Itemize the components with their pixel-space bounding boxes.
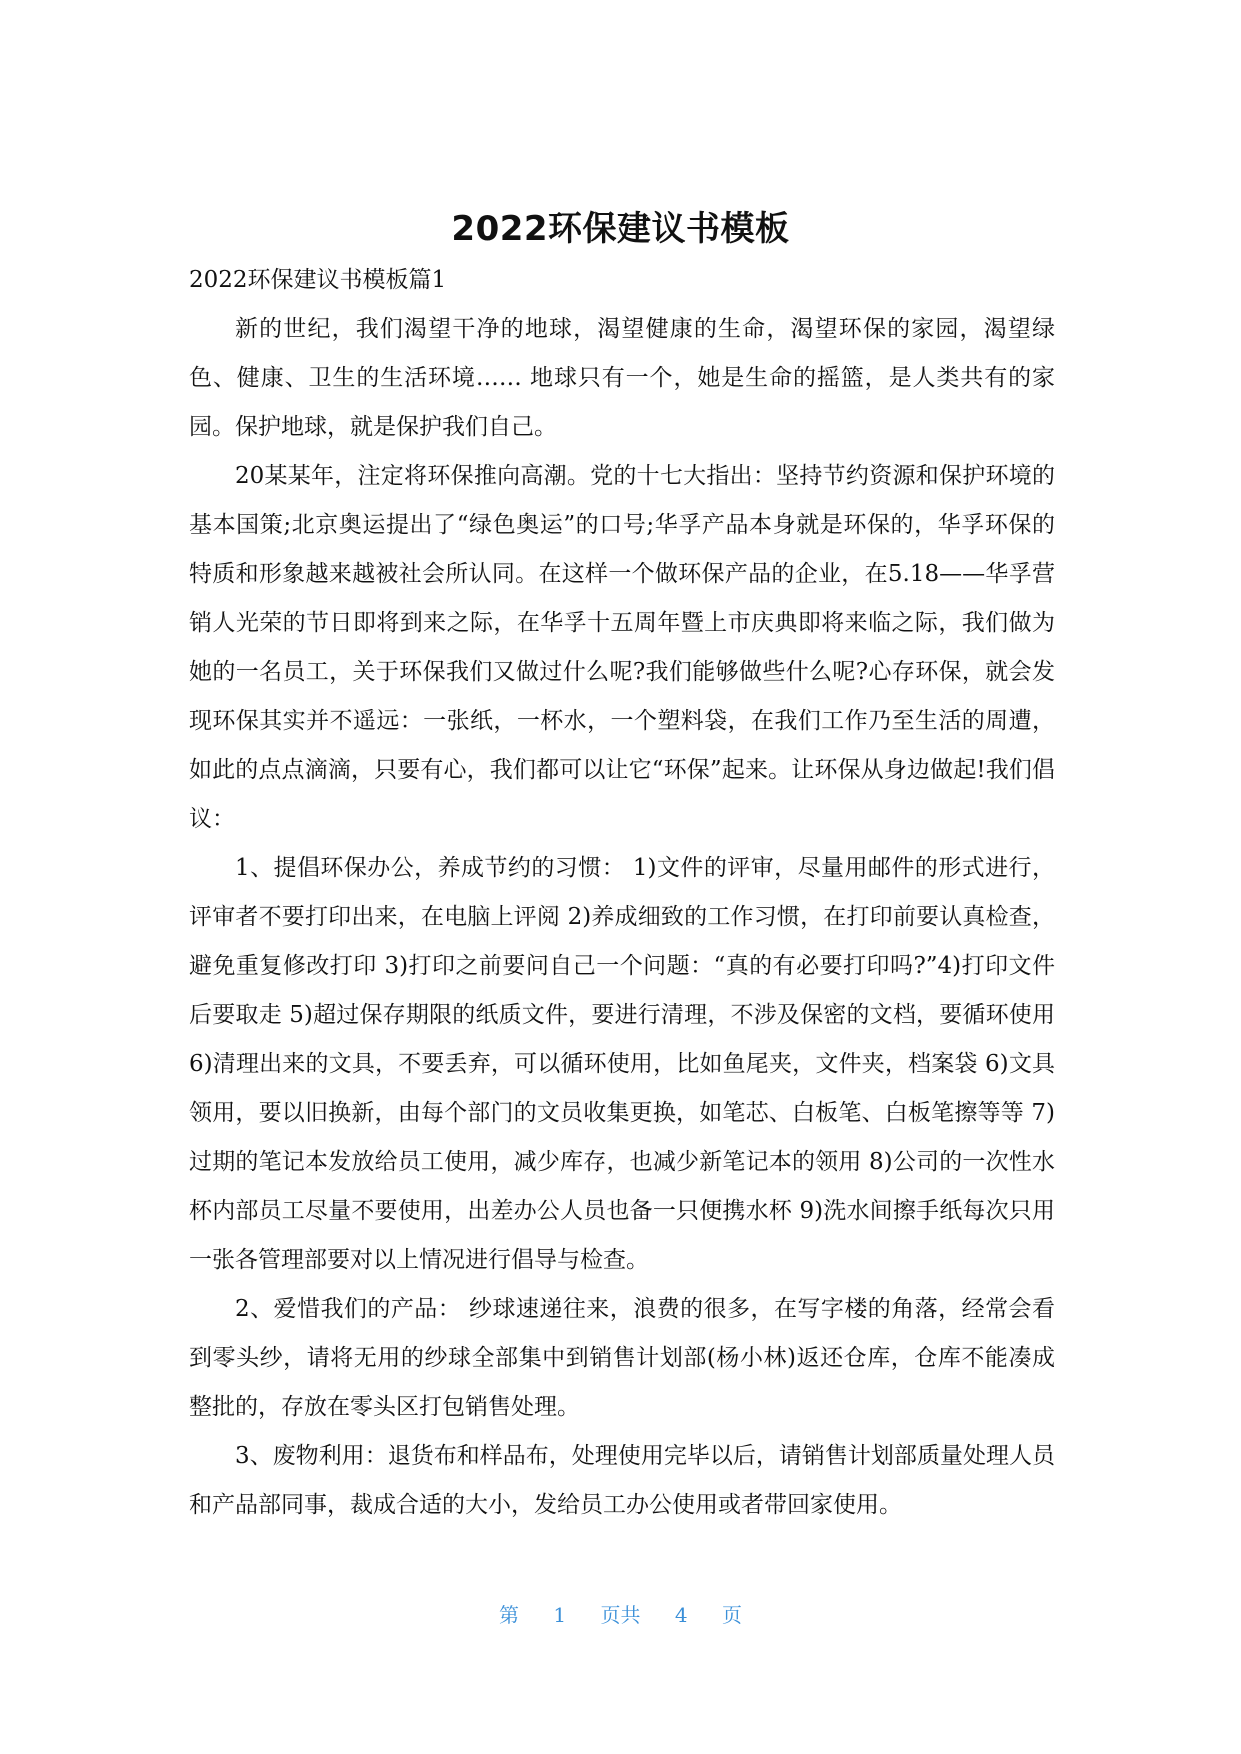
paragraph-proposal-3: 3、废物利用：退货布和样品布，处理使用完毕以后，请销售计划部质量处理人员和产品部同事，裁成合适的大小，发给员工办公使用或者带回家使用。 bbox=[189, 1443, 1055, 1518]
footer-middle: 页共 bbox=[600, 1603, 641, 1627]
document-body bbox=[189, 256, 1055, 1530]
footer-suffix: 页 bbox=[721, 1603, 742, 1627]
paragraph-proposal-1: 1、提倡环保办公，养成节约的习惯： 1)文件的评审，尽量用邮件的形式进行，评审者不要打印出来，在电脑上评阅 2)养成细致的工作习惯，在打印前要认真检查，避免重复修改打印 3)打印之前要问自己一个问题：“真的有必要打印吗?”4)打印文件后要取走 5)超过保存期限的纸质文件，要进行清理，不涉及保密的文档，要循环使用 6)清理出来的文具，不要丢弃，可以循环使用，比如鱼尾夹，文件夹，档案袋 6)文具领用，要以旧换新，由每个部门的文员收集更换，如笔芯、白板笔、白板笔擦等等 7)过期的笔记本发放给员工使用，减少库存，也减少新笔记本的领用 8)公司的一次性水杯内部员工尽量不要使用，出差办公人员也备一只便携水杯 9)洗水间擦手纸每次只用一张各管理部要对以上情况进行倡导与检查。 bbox=[189, 855, 1055, 1273]
paragraph-intro: 新的世纪，我们渴望干净的地球，渴望健康的生命，渴望环保的家园，渴望绿色、健康、卫生的生活环境…… 地球只有一个，她是生命的摇篮，是人类共有的家园。保护地球，就是保护我们自己。 bbox=[189, 316, 1055, 440]
paragraph-proposal-2: 2、爱惜我们的产品： 纱球速递往来，浪费的很多，在写字楼的角落，经常会看到零头纱，请将无用的纱球全部集中到销售计划部(杨小林)返还仓库，仓库不能凑成整批的，存放在零头区打包销售处理。 bbox=[189, 1296, 1055, 1420]
document-title: 2022环保建议书模板 bbox=[451, 208, 790, 249]
footer-total-pages: 4 bbox=[674, 1603, 688, 1627]
footer-current-page: 1 bbox=[553, 1603, 567, 1627]
page-footer bbox=[0, 1601, 1241, 1629]
section-subtitle: 2022环保建议书模板篇1 bbox=[189, 267, 447, 293]
paragraph-background: 20某某年，注定将环保推向高潮。党的十七大指出：坚持节约资源和保护环境的基本国策;北京奥运提出了“绿色奥运”的口号;华孚产品本身就是环保的，华孚环保的特质和形象越来越被社会所认同。在这样一个做环保产品的企业，在5.18——华孚营销人光荣的节日即将到来之际，在华孚十五周年暨上市庆典即将来临之际，我们做为她的一名员工，关于环保我们又做过什么呢?我们能够做些什么呢?心存环保，就会发现环保其实并不遥远：一张纸，一杯水，一个塑料袋，在我们工作乃至生活的周遭，如此的点点滴滴，只要有心，我们都可以让它“环保”起来。让环保从身边做起!我们倡议： bbox=[189, 463, 1055, 832]
footer-prefix: 第 bbox=[499, 1603, 520, 1627]
